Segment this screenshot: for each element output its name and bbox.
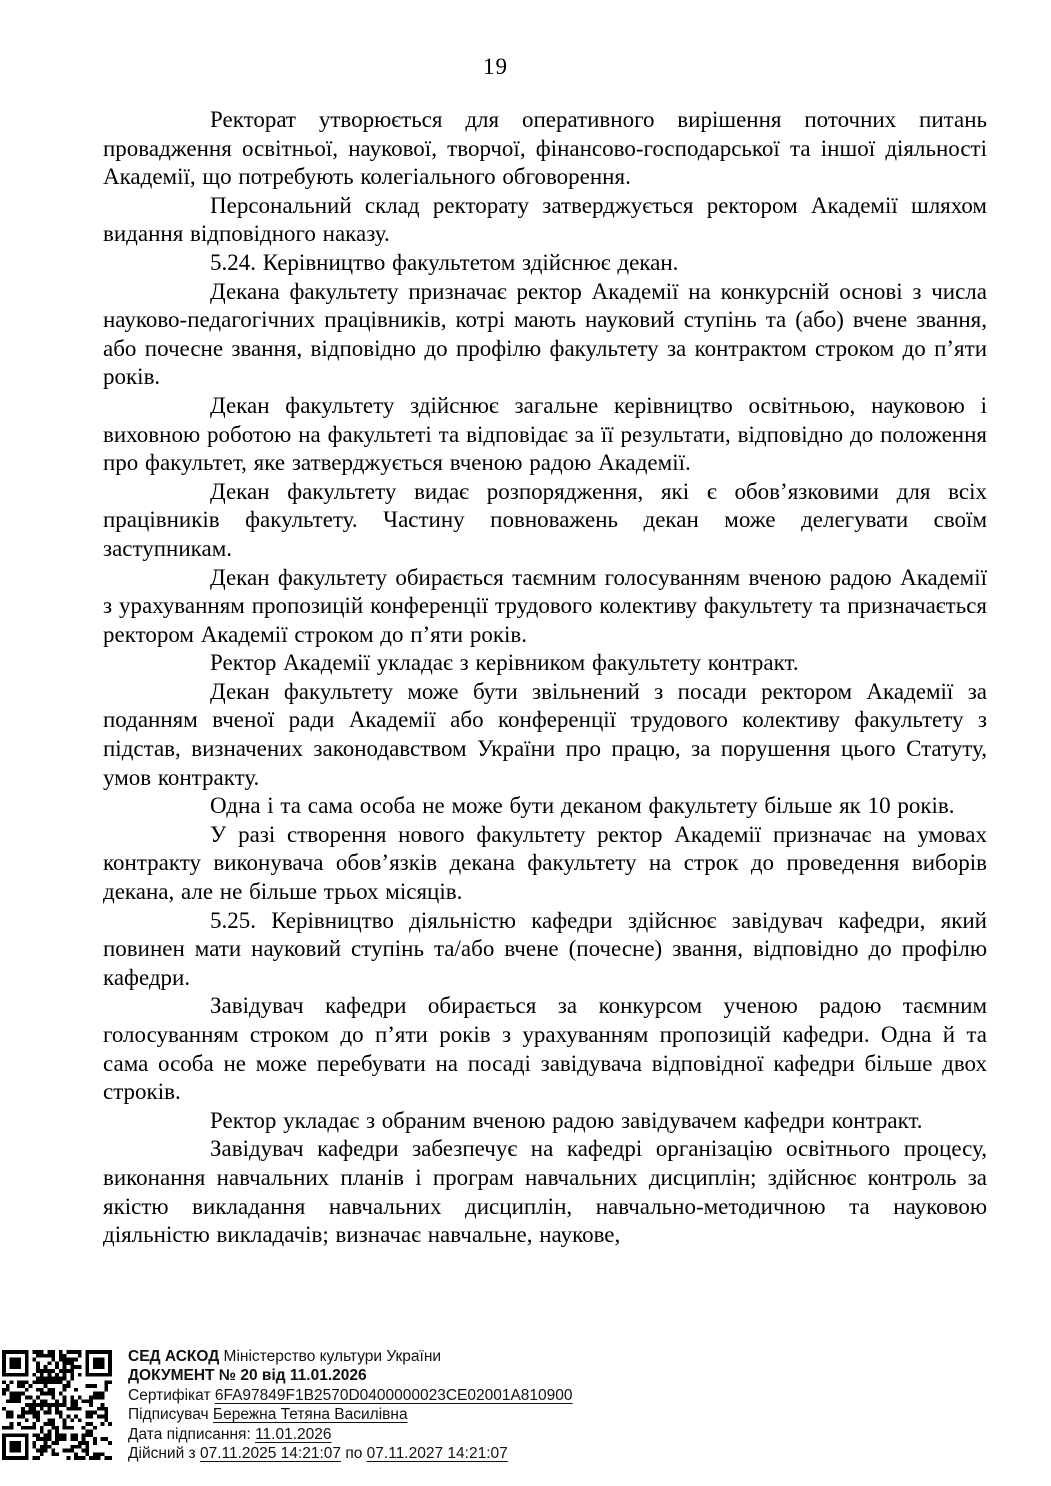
signature-value: 07.11.2027 14:21:07 bbox=[366, 1445, 508, 1463]
paragraph: Декана факультету призначає ректор Академії на конкурсній основі з числа науково-педагогічних працівників, котрі мають науковий ступінь та (або) вчене звання, або почесне звання, відповідно до профілю факультету за контрактом строком до п’яти років. bbox=[103, 278, 987, 390]
signature-label: Дата підписання: bbox=[128, 1425, 256, 1443]
signature-value: 11.01.2026 bbox=[255, 1425, 332, 1443]
signature-line bbox=[128, 1347, 1028, 1366]
signature-label: Міністерство культури України bbox=[223, 1348, 442, 1365]
signature-label: Підписувач bbox=[128, 1406, 213, 1424]
signature-line bbox=[128, 1386, 1028, 1405]
paragraph: Декан факультету обирається таємним голосуванням вченою радою Академії з урахуванням пропозицій конференції трудового колективу факультету та призначається ректором Академії строком до п’яти років. bbox=[103, 564, 987, 647]
signature-label: СЕД АСКОД bbox=[128, 1348, 224, 1365]
paragraph: 5.24. Керівництво факультетом здійснює декан. bbox=[210, 249, 679, 275]
signature-line bbox=[128, 1366, 1028, 1385]
signature-stamp bbox=[0, 1347, 1051, 1472]
paragraph: 5.25. Керівництво діяльністю кафедри здійснює завідувач кафедри, який повинен мати науковий ступінь та/або вчене (почесне) звання, відповідно до профілю кафедри. bbox=[103, 907, 987, 990]
signature-text bbox=[128, 1347, 1028, 1463]
paragraph: У разі створення нового факультету ректор Академії призначає на умовах контракту виконувача обов’язків декана факультету на строк до проведення виборів декана, але не більше трьох місяців. bbox=[103, 821, 987, 905]
document-body bbox=[103, 106, 987, 1250]
signature-value: Бережна Тетяна Василівна bbox=[212, 1406, 408, 1424]
signature-line bbox=[128, 1405, 1028, 1424]
signature-line bbox=[128, 1444, 1028, 1463]
signature-label: Сертифікат bbox=[128, 1386, 215, 1404]
paragraph: Завідувач кафедри обирається за конкурсом ученою радою таємним голосуванням строком до п’яти років з урахуванням пропозицій кафедри. Одна й та сама особа не може перебувати на посаді завідувача відповідної кафедри більше двох строків. bbox=[103, 993, 987, 1105]
signature-value: 6FA97849F1B2570D0400000023CE02001A810900 bbox=[214, 1386, 573, 1404]
signature-label: ДОКУМЕНТ № 20 від 11.01.2026 bbox=[128, 1367, 367, 1385]
paragraph: Ректорат утворюється для оперативного вирішення поточних питань провадження освітньої, наукової, творчої, фінансово-господарської та іншої діяльності Академії, що потребують колегіального обговорення. bbox=[103, 107, 987, 190]
page-number: 19 bbox=[483, 54, 508, 79]
signature-label: по bbox=[341, 1445, 367, 1463]
signature-label: Дійсний з bbox=[128, 1445, 200, 1463]
signature-line bbox=[128, 1425, 1028, 1444]
signature-value: 07.11.2025 14:21:07 bbox=[199, 1445, 342, 1463]
qr-code-icon bbox=[2, 1349, 112, 1461]
paragraph: Завідувач кафедри забезпечує на кафедрі організацію освітнього процесу, виконання навчальних планів і програм навчальних дисциплін; здійснює контроль за якістю викладання навчальних дисциплін, навчально-методичною та науковою діяльністю викладачів; визначає навчальне, наукове, bbox=[103, 1136, 987, 1248]
paragraph: Декан факультету видає розпорядження, які є обов’язковими для всіх працівників факультету. Частину повноважень декан може делегувати своїм заступникам. bbox=[103, 478, 987, 561]
paragraph: Декан факультету може бути звільнений з посади ректором Академії за поданням вченої ради Академії або конференції трудового колективу факультету з підстав, визначених законодавством України про працю, за порушення цього Статуту, умов контракту. bbox=[103, 678, 987, 790]
paragraph: Одна і та сама особа не може бути деканом факультету більше як 10 років. bbox=[210, 793, 955, 819]
paragraph: Персональний склад ректорату затверджується ректором Академії шляхом видання відповідного наказу. bbox=[103, 192, 987, 247]
paragraph: Декан факультету здійснює загальне керівництво освітньою, науковою і виховною роботою на факультеті та відповідає за її результати, відповідно до положення про факультет, яке затверджується вченою радою Академії. bbox=[103, 392, 987, 476]
paragraph: Ректор Академії укладає з керівником факультету контракт. bbox=[210, 650, 799, 676]
paragraph: Ректор укладає з обраним вченою радою завідувачем кафедри контракт. bbox=[210, 1107, 923, 1133]
